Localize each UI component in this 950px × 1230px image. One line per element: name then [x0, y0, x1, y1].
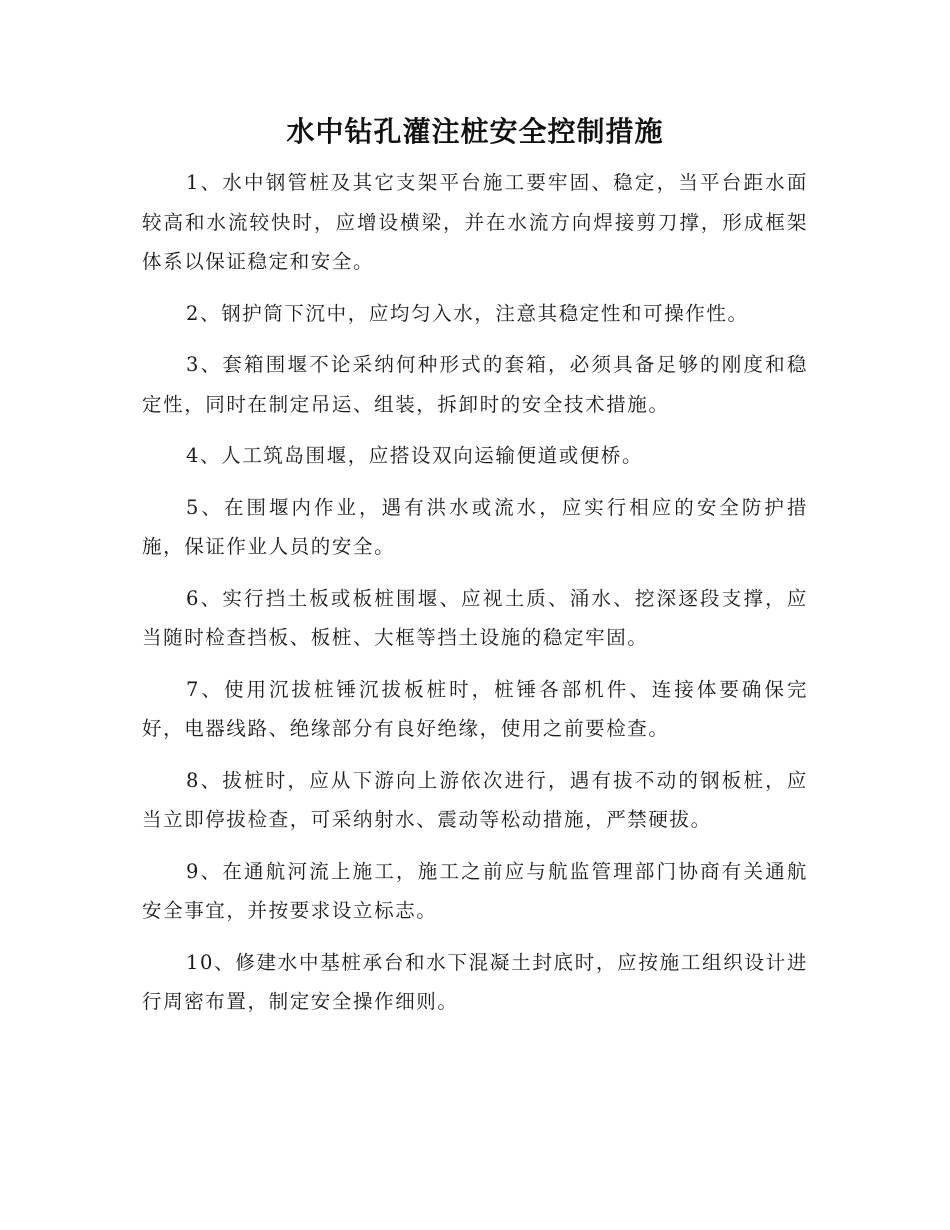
paragraph-6: 6、实行挡土板或板桩围堰、应视土质、涌水、挖深逐段支撑，应当随时检查挡板、板桩、大框等挡土设施的稳定牢固。	[142, 586, 808, 649]
paragraph-3: 3、套箱围堰不论采纳何种形式的套箱，必须具备足够的刚度和稳定性，同时在制定吊运、组装，拆卸时的安全技术措施。	[142, 353, 808, 416]
paragraph-8: 8、拔桩时，应从下游向上游依次进行，遇有拔不动的钢板桩，应当立即停拔检查，可采纳射水、震动等松动措施，严禁硬拔。	[142, 768, 808, 831]
document-page	[142, 112, 808, 1034]
document-title: 水中钻孔灌注桩安全控制措施	[286, 115, 664, 148]
paragraph-10: 10、修建水中基桩承台和水下混凝土封底时，应按施工组织设计进行周密布置，制定安全操作细则。	[142, 950, 808, 1013]
paragraph-2: 2、钢护筒下沉中，应均匀入水，注意其稳定性和可操作性。	[186, 301, 749, 325]
paragraph-9: 9、在通航河流上施工，施工之前应与航监管理部门协商有关通航安全事宜，并按要求设立标志。	[142, 859, 808, 922]
paragraph-5: 5、在围堰内作业，遇有洪水或流水，应实行相应的安全防护措施，保证作业人员的安全。	[142, 495, 808, 558]
paragraph-4: 4、人工筑岛围堰，应搭设双向运输便道或便桥。	[186, 444, 644, 467]
paragraph-7: 7、使用沉拔桩锤沉拔板桩时，桩锤各部机件、连接体要确保完好，电器线路、绝缘部分有良好绝缘，使用之前要检查。	[142, 677, 808, 740]
paragraph-1: 1、水中钢管桩及其它支架平台施工要牢固、稳定，当平台距水面较高和水流较快时，应增设横梁，并在水流方向焊接剪刀撑，形成框架体系以保证稳定和安全。	[142, 171, 808, 273]
